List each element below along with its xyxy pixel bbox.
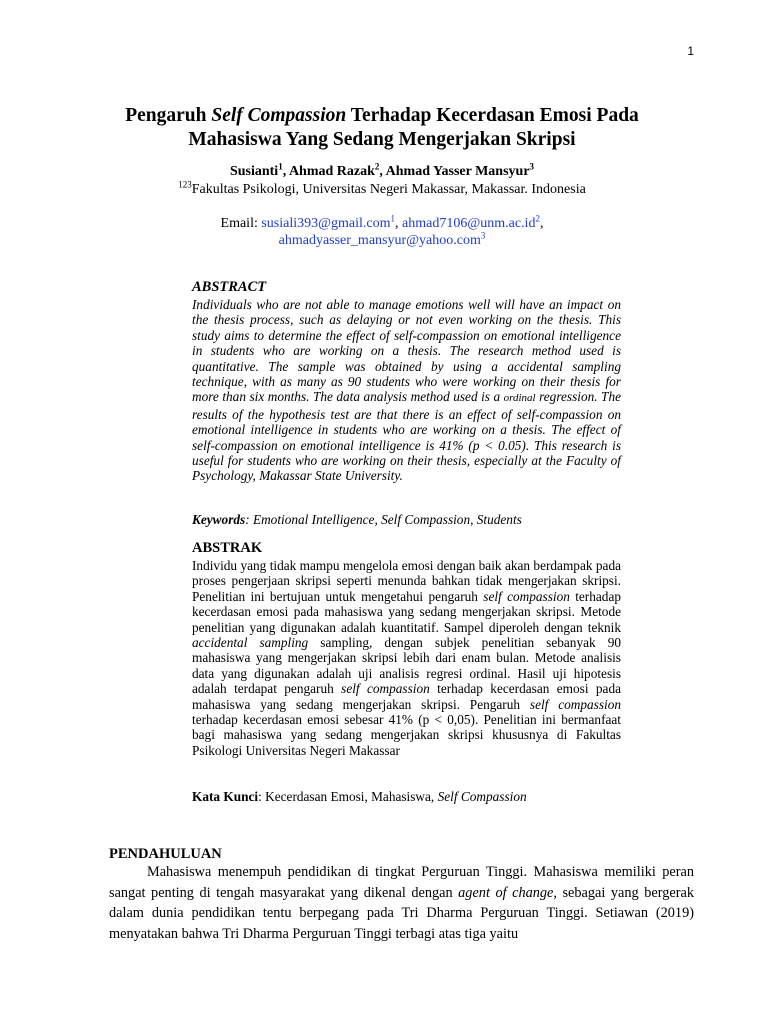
abstract-heading: ABSTRACT xyxy=(192,279,267,295)
intro-text: Mahasiswa menempuh pendidikan di tingkat Perguruan Tinggi. Mahasiswa memiliki peran sangat penting di tengah masyarakat yang dikenal dengan xyxy=(109,864,694,901)
author-sup: 3 xyxy=(529,161,535,172)
abstrak-heading: ABSTRAK xyxy=(192,540,263,556)
abstrak-term: accidental sampling xyxy=(192,635,309,651)
page-number: 1 xyxy=(687,44,694,58)
author-sup: 2 xyxy=(374,161,380,172)
kata-kunci-term: Self Compassion xyxy=(437,789,527,804)
keywords-text: : Emotional Intelligence, Self Compassion, Students xyxy=(245,512,522,527)
email-link[interactable]: ahmad7106@unm.ac.id xyxy=(402,216,536,231)
abstrak-text: terhadap kecerdasan emosi sebesar 41% (p < 0,05). Penelitian ini bermanfaat bagi mahasiswa yang sedang mengerjakan skripsi khususnya di Fakultas Psikologi Universitas Negeri Makassar xyxy=(192,712,621,758)
introduction-paragraph xyxy=(109,862,694,944)
affiliation xyxy=(90,181,674,199)
email-sup: 3 xyxy=(480,230,486,241)
abstrak-term: self compassion xyxy=(341,681,430,697)
email-sup: 2 xyxy=(535,213,540,224)
email-label: Email: xyxy=(220,216,262,231)
abstrak-term: self compassion xyxy=(483,588,570,604)
affiliation-sup: 123 xyxy=(178,179,192,190)
abstract-term: accidental sampling xyxy=(507,358,621,374)
author-name: Susianti xyxy=(229,164,279,179)
kata-kunci-text: : Kecerdasan Emosi, Mahasiswa, xyxy=(258,789,438,804)
affiliation-text: Fakultas Psikologi, Universitas Negeri Makassar, Makassar. Indonesia xyxy=(191,182,586,197)
title-part-2: Terhadap Kecerdasan Emosi Pada Mahasiswa Yang Sedang Mengerjakan Skripsi xyxy=(188,105,639,150)
abstrak-body xyxy=(192,558,621,758)
paper-title xyxy=(90,104,674,152)
kata-kunci-label: Kata Kunci xyxy=(192,789,259,804)
keywords-label: Keywords xyxy=(192,512,246,527)
email-link[interactable]: ahmadyasser_mansyur@yahoo.com xyxy=(278,233,481,248)
abstrak-term: self compassion xyxy=(529,696,621,712)
abstract-keywords xyxy=(192,512,632,528)
section-heading-pendahuluan: PENDAHULUAN xyxy=(109,846,222,862)
email-sup: 1 xyxy=(390,213,396,224)
email-link[interactable]: susiali393@gmail.com xyxy=(261,216,391,231)
abstract-text: Individuals who are not able to manage emotions well will have an impact on the thesis process, such as delaying or not even working on the thesis. This study aims to determine the effect of self-compassion on emotional intelligence in students who are working on a thesis. The research method used is quantitative. The sample was obtained by using a xyxy=(192,297,621,374)
abstract-body xyxy=(192,297,621,484)
author-name: Ahmad Razak xyxy=(288,164,375,179)
abstrak-keywords xyxy=(192,789,632,805)
abstrak-text: terhadap kecerdasan emosi pada mahasiswa yang sedang mengerjakan skripsi. Pengaruh xyxy=(192,681,621,712)
abstract-text: regression. The results of the hypothesis test are that there is an effect of self-compassion on emotional intelligence in students who are working on a thesis. The effect of self-compassion on emotional intelligence is 41% (p < 0.05). This research is useful for students who are working on their thesis, especially at the Faculty of Psychology, Makassar State University. xyxy=(192,389,621,484)
title-part-1: Pengaruh xyxy=(125,105,212,126)
intro-text: , sebagai yang bergerak dalam dunia pendidikan tentu berpegang pada Tri Dharma Perguruan Tinggi. Setiawan (2019) menyatakan bahwa Tri Dharma Perguruan Tinggi terbagi atas tiga yaitu xyxy=(109,884,694,942)
title-italic: Self Compassion xyxy=(211,105,347,126)
abstrak-text: sampling, dengan subjek penelitian sebanyak 90 mahasiswa yang mengerjakan skripsi lebih dari enam bulan. Metode analisis data yang digunakan adalah uji analisis regresi ordinal. Hasil uji hipotesis adalah terdapat pengaruh xyxy=(192,635,621,697)
abstract-term: ordinal xyxy=(503,392,536,405)
author-list: Susianti$^1$, Ahmad Razak$^2$, Ahmad Yasser Mansyur$^3$ xyxy=(229,161,535,179)
abstrak-text: terhadap kecerdasan emosi pada mahasiswa yang sedang mengerjakan skripsi. Metode penelitian yang digunakan adalah kuantitatif. Sampel diperoleh dengan teknik xyxy=(192,588,621,635)
abstrak-text: Individu yang tidak mampu mengelola emosi dengan baik akan berdampak pada proses pengerjaan skripsi seperti menunda bahkan tidak mengerjakan skripsi. Penelitian ini bertujuan untuk mengetahui pengaruh xyxy=(192,558,621,604)
author-sup: 1 xyxy=(278,161,283,172)
author-name: Ahmad Yasser Mansyur xyxy=(385,164,530,179)
email-block: Email: susiali393@gmail.com$^1$, $ahmad7106@unm.ac.id^2$, ahmadyasser_mansyur@yahoo.com$^3$ xyxy=(220,213,544,248)
abstract-text: technique, with as many as 90 students who were working on their thesis for more than six months. The data analysis method used is a xyxy=(192,374,621,405)
intro-term: agent of change xyxy=(458,884,554,901)
